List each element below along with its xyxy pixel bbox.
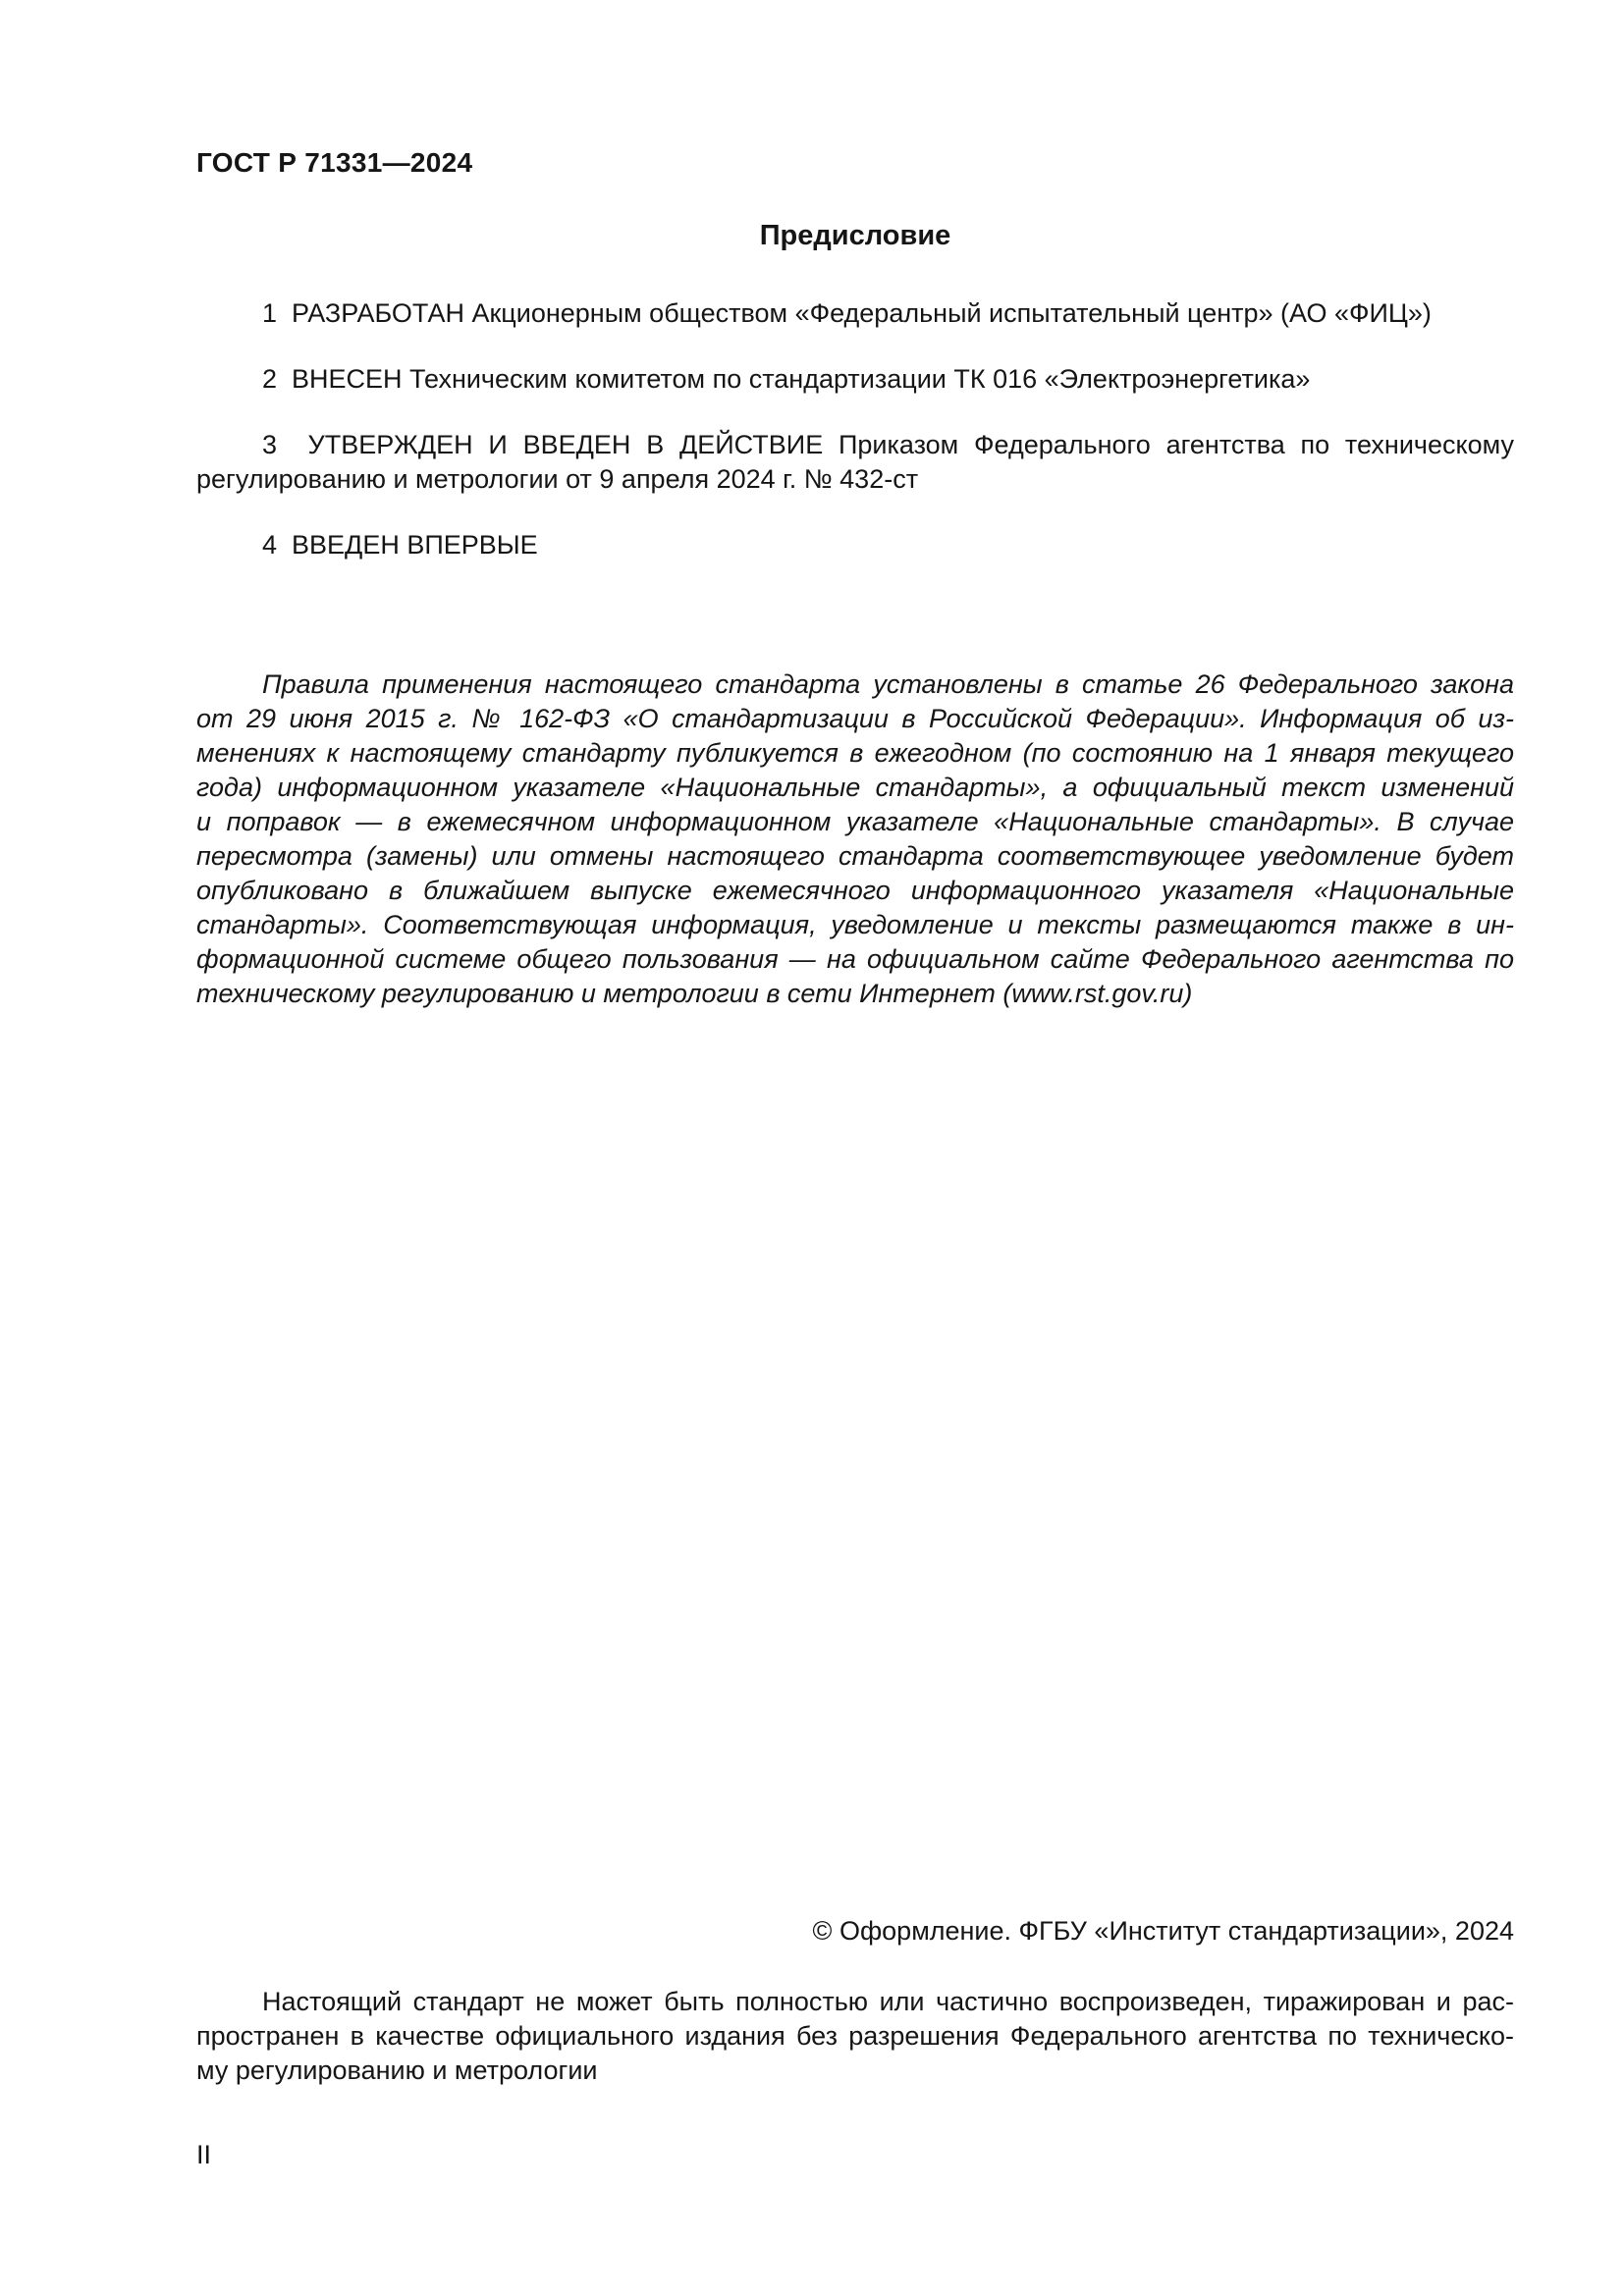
legal-line-8: стандарты». Соответствующая информация, уведомление и тексты размещаются также в ин- — [196, 910, 1514, 939]
foreword-item-approved-line-2: регулированию и метрологии от 9 апреля 2024 г. № 432-ст — [196, 464, 919, 494]
legal-line-3: менениях к настоящему стандарту публикуется в ежегодном (по состоянию на 1 января текущего — [196, 738, 1514, 768]
foreword-item-approved — [196, 428, 1514, 497]
section-title: Предисловие — [759, 220, 951, 251]
page-number: II — [196, 2140, 212, 2169]
legal-line-6: пересмотра (замены) или отмены настоящего стандарта соответствующее уведомление будет — [196, 841, 1514, 871]
copyright-notice: © Оформление. ФГБУ «Институт стандартизации», 2024 — [812, 1916, 1514, 1946]
restriction-line-1: Настоящий стандарт не может быть полностью или частично воспроизведен, тиражирован и рас- — [262, 1987, 1514, 2016]
legal-line-4: года) информационном указателе «Национальные стандарты», а официальный текст изменений — [196, 773, 1514, 802]
foreword-item-introduced-first-time: 4 ВВЕДЕН ВПЕРВЫЕ — [262, 530, 538, 560]
legal-line-5: и поправок — в ежемесячном информационном указателе «Национальные стандарты». В случае — [196, 807, 1514, 836]
legal-line-10: техническому регулированию и метрологии в сети Интернет (www.rst.gov.ru) — [196, 979, 1193, 1008]
foreword-section — [196, 296, 1514, 594]
restriction-line-2: пространен в качестве официального издания без разрешения Федерального агентства по техническо- — [196, 2021, 1514, 2051]
legal-line-9: формационной системе общего пользования — на официальном сайте Федерального агентства по — [196, 944, 1514, 974]
reproduction-restriction — [196, 1985, 1514, 2088]
foreword-item-developed: 1 РАЗРАБОТАН Акционерным обществом «Федеральный испытательный центр» (АО «ФИЦ») — [262, 298, 1432, 328]
standard-designation: ГОСТ Р 71331—2024 — [196, 147, 473, 178]
restriction-line-3: му регулированию и метрологии — [196, 2056, 598, 2085]
legal-line-7: опубликовано в ближайшем выпуске ежемесячного информационного указателя «Национальные — [196, 876, 1514, 905]
foreword-item-approved-line-1: 3 УТВЕРЖДЕН И ВВЕДЕН В ДЕЙСТВИЕ Приказом Федерального агентства по техническому — [262, 430, 1514, 459]
legal-line-2: от 29 июня 2015 г. № 162-ФЗ «О стандартизации в Российской Федерации». Информация об из- — [196, 704, 1514, 733]
legal-line-1: Правила применения настоящего стандарта установлены в статье 26 Федерального закона — [262, 669, 1514, 699]
application-rules-note — [196, 667, 1514, 1011]
foreword-item-submitted: 2 ВНЕСЕН Техническим комитетом по стандартизации ТК 016 «Электроэнергетика» — [262, 364, 1311, 394]
